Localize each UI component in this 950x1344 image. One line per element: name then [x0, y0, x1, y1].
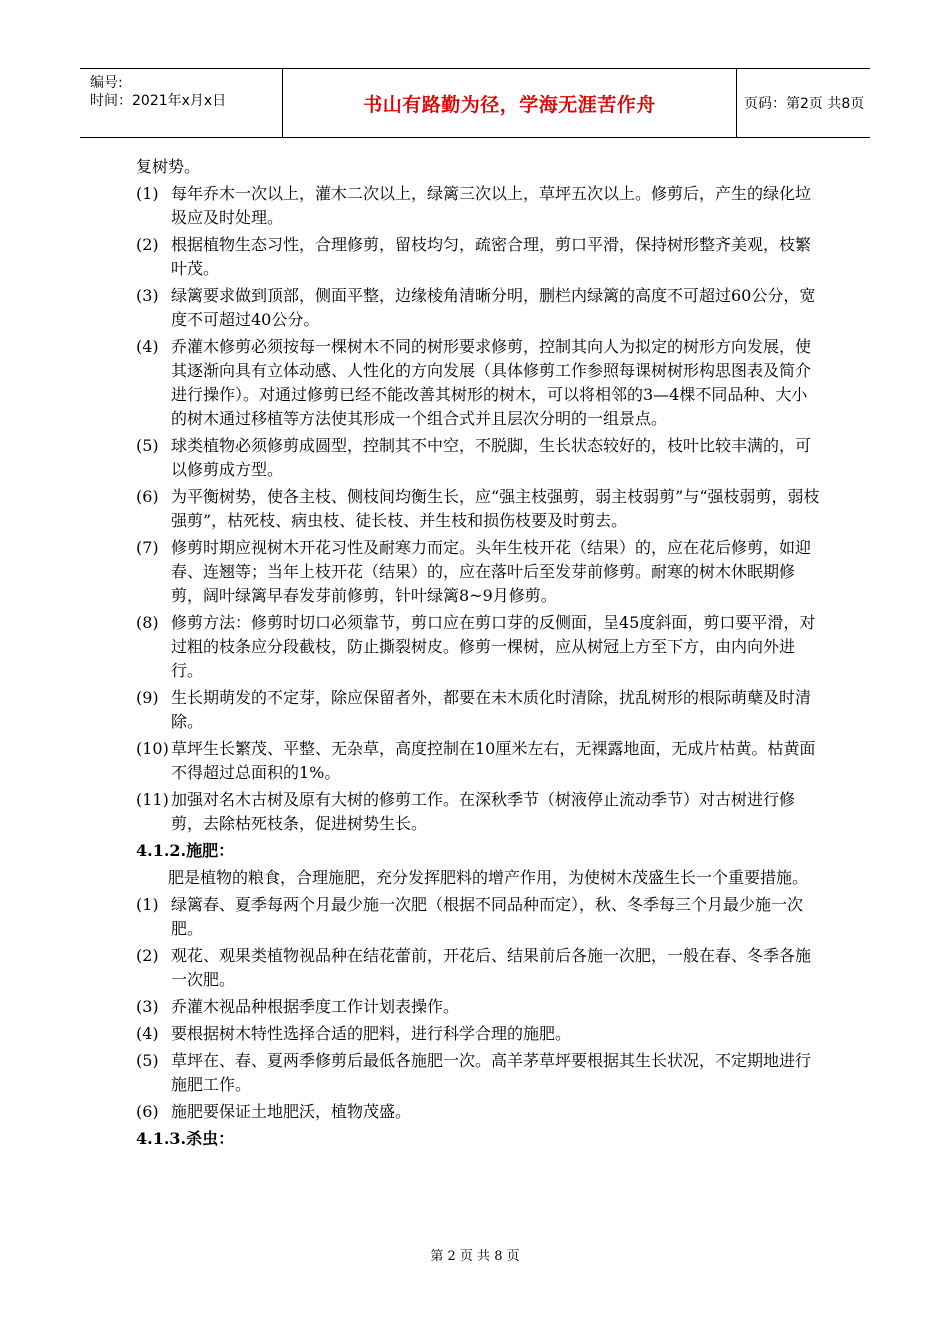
list-item	[136, 182, 820, 230]
list-item	[136, 284, 820, 332]
item-number: (4)	[136, 337, 159, 356]
item-number: (1)	[136, 184, 159, 203]
list-item	[136, 611, 820, 683]
item-text: 修剪时期应视树木开花习性及耐寒力而定。头年生枝开花（结果）的，应在花后修剪，如迎春、连翘等；当年上枝开花（结果）的，应在落叶后至发芽前修剪。耐寒的树木休眠期修剪，阔叶绿篱早春发芽前修剪，针叶绿篱8~9月修剪。	[171, 538, 812, 605]
list-item	[136, 737, 820, 785]
item-text: 草坪在、春、夏两季修剪后最低各施肥一次。高羊茅草坪要根据其生长状况，不定期地进行施肥工作。	[171, 1051, 812, 1094]
section-heading-insect: 4.1.3.杀虫：	[136, 1129, 235, 1148]
item-text: 乔灌木修剪必须按每一棵树木不同的树形要求修剪，控制其向人为拟定的树形方向发展，使其逐渐向具有立体动感、人性化的方向发展（具体修剪工作参照每课树树形构思图表及简介进行操作）。对通过修剪已经不能改善其树形的树木，可以将相邻的3—4棵不同品种、大小的树木通过移植等方法使其形成一个组合式并且层次分明的一组景点。	[171, 337, 812, 428]
page-footer	[0, 1245, 950, 1264]
item-number: (1)	[136, 895, 159, 914]
item-text: 球类植物必须修剪成圆型，控制其不中空，不脱脚，生长状态较好的，枝叶比较丰满的，可以修剪成方型。	[171, 436, 812, 479]
item-text: 观花、观果类植物视品种在结花蕾前，开花后、结果前后各施一次肥，一般在春、冬季各施一次肥。	[171, 946, 812, 989]
list-item	[136, 944, 820, 992]
item-number: (8)	[136, 613, 159, 632]
item-number: (5)	[136, 1051, 159, 1070]
item-text: 乔灌木视品种根据季度工作计划表操作。	[171, 997, 460, 1016]
lead-text: 复树势。	[136, 157, 201, 176]
item-text: 草坪生长繁茂、平整、无杂草，高度控制在10厘米左右，无裸露地面，无成片枯黄。枯黄面不得超过总面积的1%。	[171, 739, 816, 782]
item-text: 为平衡树势，使各主枝、侧枝间均衡生长，应“强主枝强剪，弱主枝弱剪”与“强枝弱剪，弱枝强剪”，枯死枝、病虫枝、徒长枝、并生枝和损伤枝要及时剪去。	[171, 487, 820, 530]
list-item	[136, 1100, 820, 1124]
item-number: (3)	[136, 286, 159, 305]
item-text: 修剪方法：修剪时切口必须靠节，剪口应在剪口芽的反侧面，呈45度斜面，剪口要平滑，对过粗的枝条应分段截枝，防止撕裂树皮。修剪一棵树，应从树冠上方至下方，由内向外进行。	[171, 613, 816, 680]
fertilize-intro: 肥是植物的粮食，合理施肥，充分发挥肥料的增产作用，为使树木茂盛生长一个重要措施。	[168, 868, 809, 887]
item-number: (11)	[136, 790, 169, 809]
item-text: 加强对名木古树及原有大树的修剪工作。在深秋季节（树液停止流动季节）对古树进行修剪，去除枯死枝条，促进树势生长。	[171, 790, 796, 833]
list-item	[136, 536, 820, 608]
list-item	[136, 335, 820, 431]
item-number: (7)	[136, 538, 159, 557]
header-meta-cell	[80, 69, 282, 137]
list-item	[136, 233, 820, 281]
page-info: 页码：第2页 共8页	[744, 96, 865, 112]
list-item	[136, 788, 820, 836]
header-motto-cell	[282, 69, 737, 137]
date-line: 时间：2021年x月x日	[90, 93, 227, 109]
list-item	[136, 485, 820, 533]
item-text: 绿篱要求做到顶部，侧面平整，边缘棱角清晰分明，删栏内绿篱的高度不可超过60公分，宽度不可超过40公分。	[171, 286, 816, 329]
item-number: (9)	[136, 688, 159, 707]
header-page-cell	[736, 69, 870, 137]
list-item	[136, 995, 820, 1019]
item-number: (2)	[136, 946, 159, 965]
fertilize-list	[136, 893, 820, 1124]
item-number: (2)	[136, 235, 159, 254]
pruning-list	[136, 182, 820, 836]
item-text: 根据植物生态习性，合理修剪，留枝均匀，疏密合理，剪口平滑，保持树形整齐美观，枝繁叶茂。	[171, 235, 812, 278]
item-number: (3)	[136, 997, 159, 1016]
list-item	[136, 893, 820, 941]
item-number: (6)	[136, 1102, 159, 1121]
item-number: (4)	[136, 1024, 159, 1043]
item-text: 绿篱春、夏季每两个月最少施一次肥（根据不同品种而定），秋、冬季每三个月最少施一次肥。	[171, 895, 804, 938]
item-number: (6)	[136, 487, 159, 506]
footer-page-number: 第 2 页 共 8 页	[430, 1249, 520, 1264]
list-item	[136, 1049, 820, 1097]
item-text: 要根据树木特性选择合适的肥料，进行科学合理的施肥。	[171, 1024, 572, 1043]
motto-text: 书山有路勤为径，学海无涯苦作舟	[363, 93, 656, 116]
item-text: 每年乔木一次以上，灌木二次以上，绿篱三次以上，草坪五次以上。修剪后，产生的绿化垃圾应及时处理。	[171, 184, 812, 227]
doc-number-label: 编号:	[90, 75, 123, 91]
list-item	[136, 686, 820, 734]
item-text: 施肥要保证土地肥沃，植物茂盛。	[171, 1102, 412, 1121]
list-item	[136, 434, 820, 482]
item-number: (10)	[136, 739, 169, 758]
item-text: 生长期萌发的不定芽，除应保留者外，都要在未木质化时清除，扰乱树形的根际萌蘖及时清除。	[171, 688, 812, 731]
item-number: (5)	[136, 436, 159, 455]
page-header	[80, 68, 870, 138]
document-body	[136, 155, 820, 1154]
list-item	[136, 1022, 820, 1046]
section-heading-fertilize: 4.1.2.施肥：	[136, 841, 235, 860]
